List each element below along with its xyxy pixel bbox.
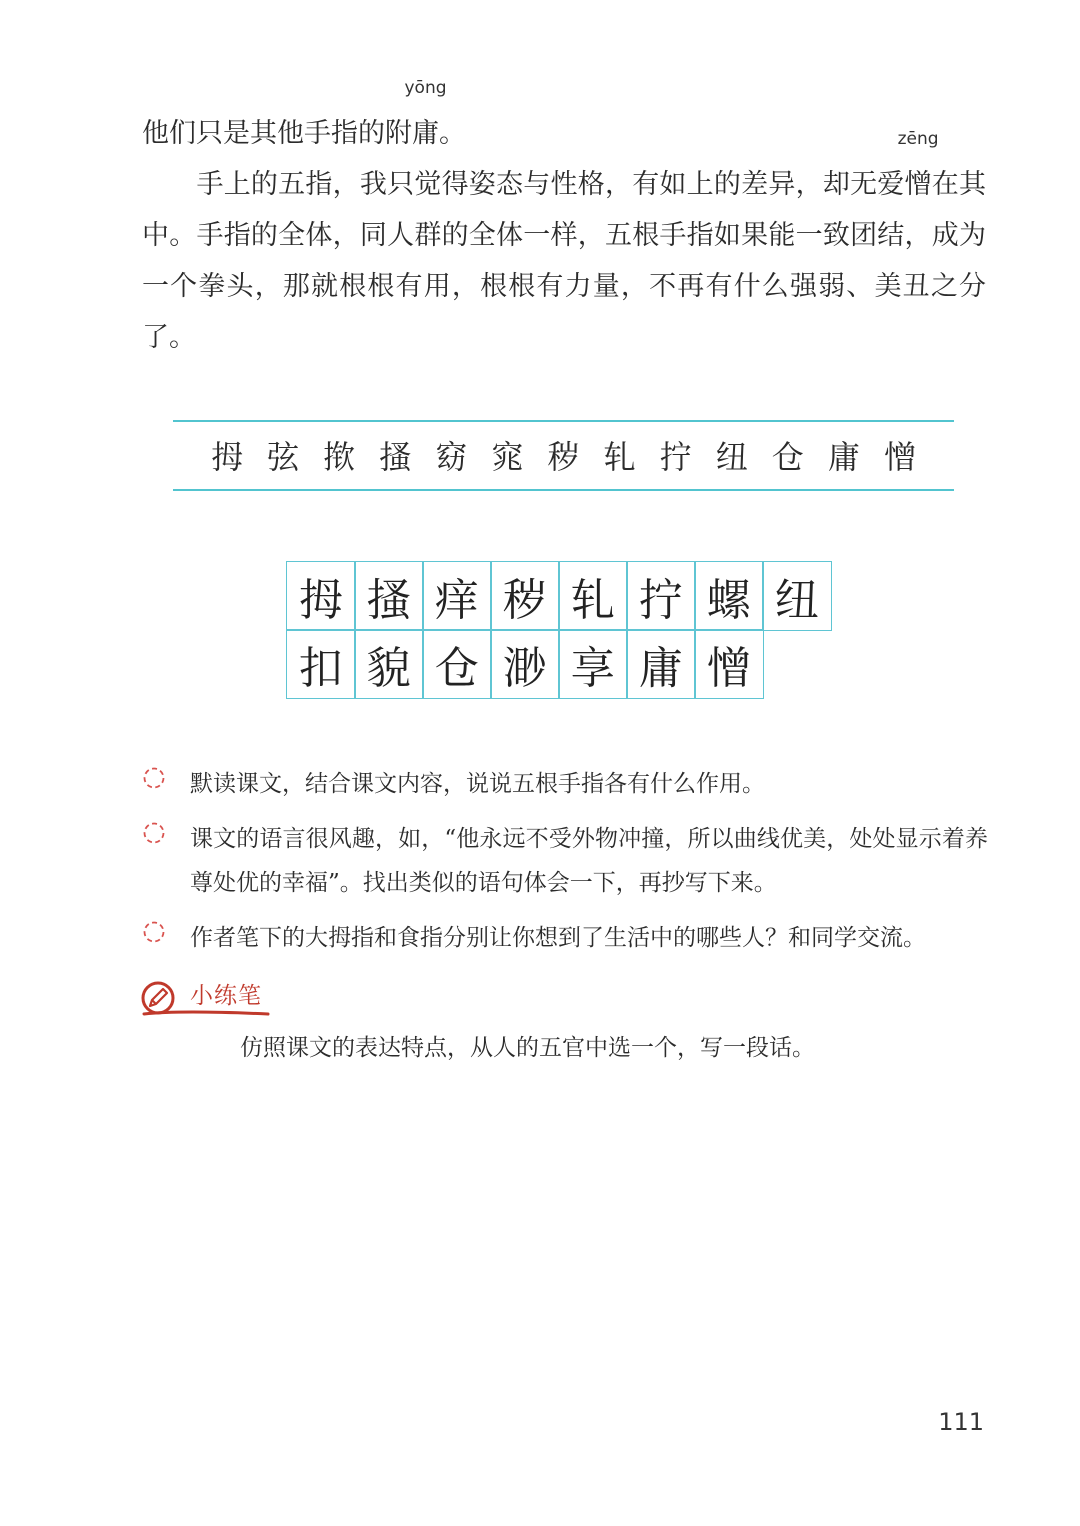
recognize-char: 纽 — [715, 438, 748, 476]
recognize-top-rule — [173, 420, 954, 422]
question-3: 作者笔下的大拇指和食指分别让你想到了生活中的哪些人？和同学交流。 — [142, 916, 988, 960]
recognize-char: 庸 — [827, 438, 860, 476]
ruby-zeng: 憎 zēng — [897, 129, 939, 200]
page-number: 111 — [938, 1408, 984, 1436]
dashed-circle-icon — [142, 821, 166, 845]
recognize-char: 弦 — [267, 438, 300, 476]
dashed-circle-icon — [142, 920, 166, 944]
recognize-bottom-rule — [173, 489, 954, 491]
writing-cell: 搔 — [354, 561, 424, 631]
recognize-char: 窈 — [435, 438, 468, 476]
practice-title: 小练笔 — [190, 983, 262, 1009]
recognize-char: 拇 — [211, 438, 244, 476]
recognize-chars-row — [173, 432, 954, 482]
writing-cell: 憎 — [694, 629, 764, 699]
pinyin-yong: yōng — [404, 78, 447, 98]
practice-instruction: 仿照课文的表达特点，从人的五官中选一个，写一段话。 — [240, 1035, 815, 1061]
writing-cell: 痒 — [422, 561, 492, 631]
writing-grid — [286, 561, 830, 697]
writing-row-2 — [286, 629, 830, 697]
writing-cell: 享 — [558, 629, 628, 699]
recognize-char: 窕 — [491, 438, 524, 476]
writing-cell: 仓 — [422, 629, 492, 699]
writing-cell: 拧 — [626, 561, 696, 631]
pinyin-zeng: zēng — [897, 129, 939, 149]
practice-header — [140, 980, 270, 1020]
writing-cell: 渺 — [490, 629, 560, 699]
ruby-yong: 庸 yōng — [404, 78, 447, 149]
writing-cell: 秽 — [490, 561, 560, 631]
recognize-char: 轧 — [603, 438, 636, 476]
paragraph-1: 他们只是其他手指的附庸 yōng 。 — [142, 108, 986, 159]
paragraph-2: 手上的五指，我只觉得姿态与性格，有如上的差异，却无爱憎 zēng 在其中。手指的全体，同人群的全体一样，五根手指如果能一致团结，成为一个拳头，那就根根有用，根根有力量，不再有什么强弱、美丑之分了。 — [142, 129, 987, 353]
recognize-char: 搔 — [379, 438, 412, 476]
recognize-char: 揿 — [323, 438, 356, 476]
writing-cell: 拇 — [286, 561, 356, 631]
writing-cell: 轧 — [558, 561, 628, 631]
writing-cell: 螺 — [694, 561, 764, 631]
writing-cell: 庸 — [626, 629, 696, 699]
question-2: 课文的语言很风趣，如，“他永远不受外物冲撞，所以曲线优美，处处显示着养尊处优的幸福”。找出类似的语句体会一下，再抄写下来。 — [142, 817, 988, 905]
dashed-circle-icon — [142, 766, 166, 790]
question-1: 默读课文，结合课文内容，说说五根手指各有什么作用。 — [142, 762, 988, 806]
writing-cell: 貌 — [354, 629, 424, 699]
writing-cell: 扣 — [286, 629, 356, 699]
recognize-char: 憎 — [883, 438, 916, 476]
writing-row-1 — [286, 561, 830, 629]
recognize-char: 秽 — [547, 438, 580, 476]
recognize-char: 仓 — [771, 438, 804, 476]
writing-cell: 纽 — [762, 561, 832, 631]
recognize-char: 拧 — [659, 438, 692, 476]
